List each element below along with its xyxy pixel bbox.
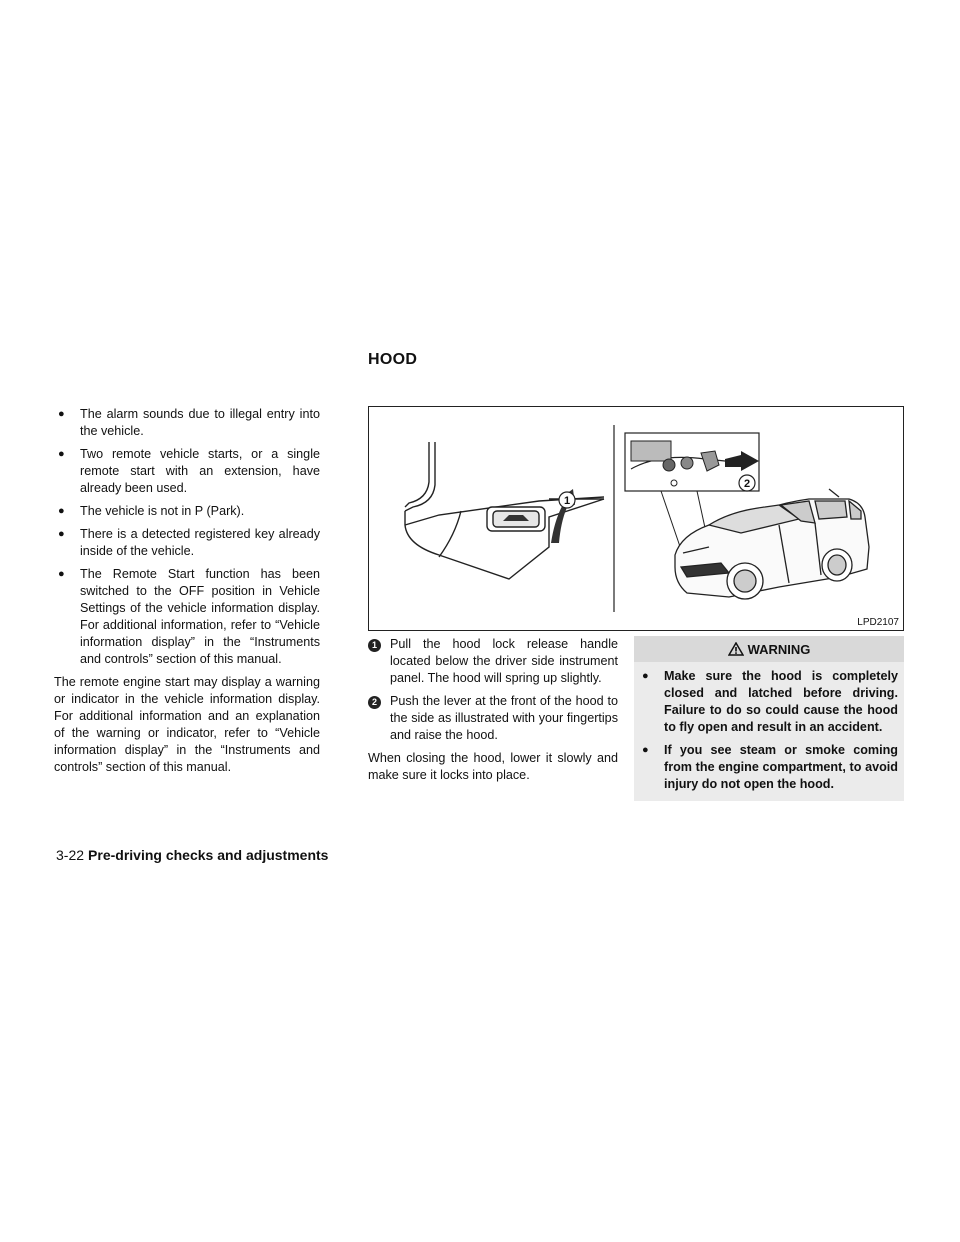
figure-code: LPD2107 [857, 617, 899, 628]
bullet-item [56, 566, 320, 668]
step-number: 2 [368, 696, 381, 709]
bullet-item [56, 406, 320, 440]
page-footer [56, 847, 328, 863]
warning-header [634, 636, 904, 662]
warning-text: If you see steam or smoke coming from the engine compartment, to avoid injury do not open the hood. [664, 743, 898, 791]
middle-column [368, 636, 618, 790]
release-handle [487, 507, 545, 531]
section-title: HOOD [368, 351, 418, 368]
bullet-dot: ● [58, 408, 65, 420]
bullet-text: The alarm sounds due to illegal entry into the vehicle. [80, 407, 320, 438]
bullet-text: Two remote vehicle starts, or a single remote start with an extension, have already been used. [80, 447, 320, 495]
bullet-text: The vehicle is not in P (Park). [80, 504, 245, 518]
step-number-marker [368, 636, 390, 687]
footer-section-name: Pre-driving checks and adjustments [88, 847, 329, 863]
page-number: 3-22 [56, 847, 85, 863]
callout-1-marker [559, 492, 575, 508]
bullet-dot: ● [642, 744, 649, 756]
warning-title: WARNING [747, 641, 811, 657]
suv-drawing [675, 489, 869, 599]
bullet-dot: ● [58, 448, 65, 460]
warning-item [640, 742, 898, 793]
bullet-dot: ● [58, 528, 65, 540]
bullet-item [56, 503, 320, 520]
remote-start-paragraph: The remote engine start may display a warning or indicator in the vehicle information display. For additional information and an explanation of the warning or indicator, refer to “Vehicle information display” in the “Instruments and controls” section of this manual. [54, 675, 320, 774]
bullet-item [56, 526, 320, 560]
bullet-text: The Remote Start function has been switched to the OFF position in Vehicle Settings of the vehicle information display. For additional information, refer to “Vehicle information display” in the “Instruments and controls” section of this manual. [80, 567, 320, 666]
step-number-marker [368, 693, 390, 744]
warning-item [640, 668, 898, 736]
bullet-text: There is a detected registered key already inside of the vehicle. [80, 527, 320, 558]
step-number: 1 [368, 639, 381, 652]
hood-release-figure [368, 406, 904, 631]
warning-triangle-icon [728, 642, 744, 656]
left-column [56, 406, 320, 782]
warning-body [634, 662, 904, 801]
step-item [368, 693, 618, 744]
bullet-item [56, 446, 320, 497]
step-item [368, 636, 618, 687]
bullet-dot: ● [58, 568, 65, 580]
bullet-dot: ● [642, 670, 649, 682]
step-text: Push the lever at the front of the hood to the side as illustrated with your fingertips and raise the hood. [390, 694, 618, 742]
warning-box [634, 636, 904, 801]
step-text: Pull the hood lock release handle located below the driver side instrument panel. The hood will spring up slightly. [390, 637, 618, 685]
closing-paragraph: When closing the hood, lower it slowly and make sure it locks into place. [368, 751, 618, 782]
bullet-dot: ● [58, 505, 65, 517]
warning-text: Make sure the hood is completely closed and latched before driving. Failure to do so could cause the hood to fly open and result in an accident. [664, 669, 898, 734]
hood-illustration [369, 407, 903, 630]
callout-1-label: 1 [563, 495, 571, 507]
callout-2-label: 2 [743, 478, 751, 490]
